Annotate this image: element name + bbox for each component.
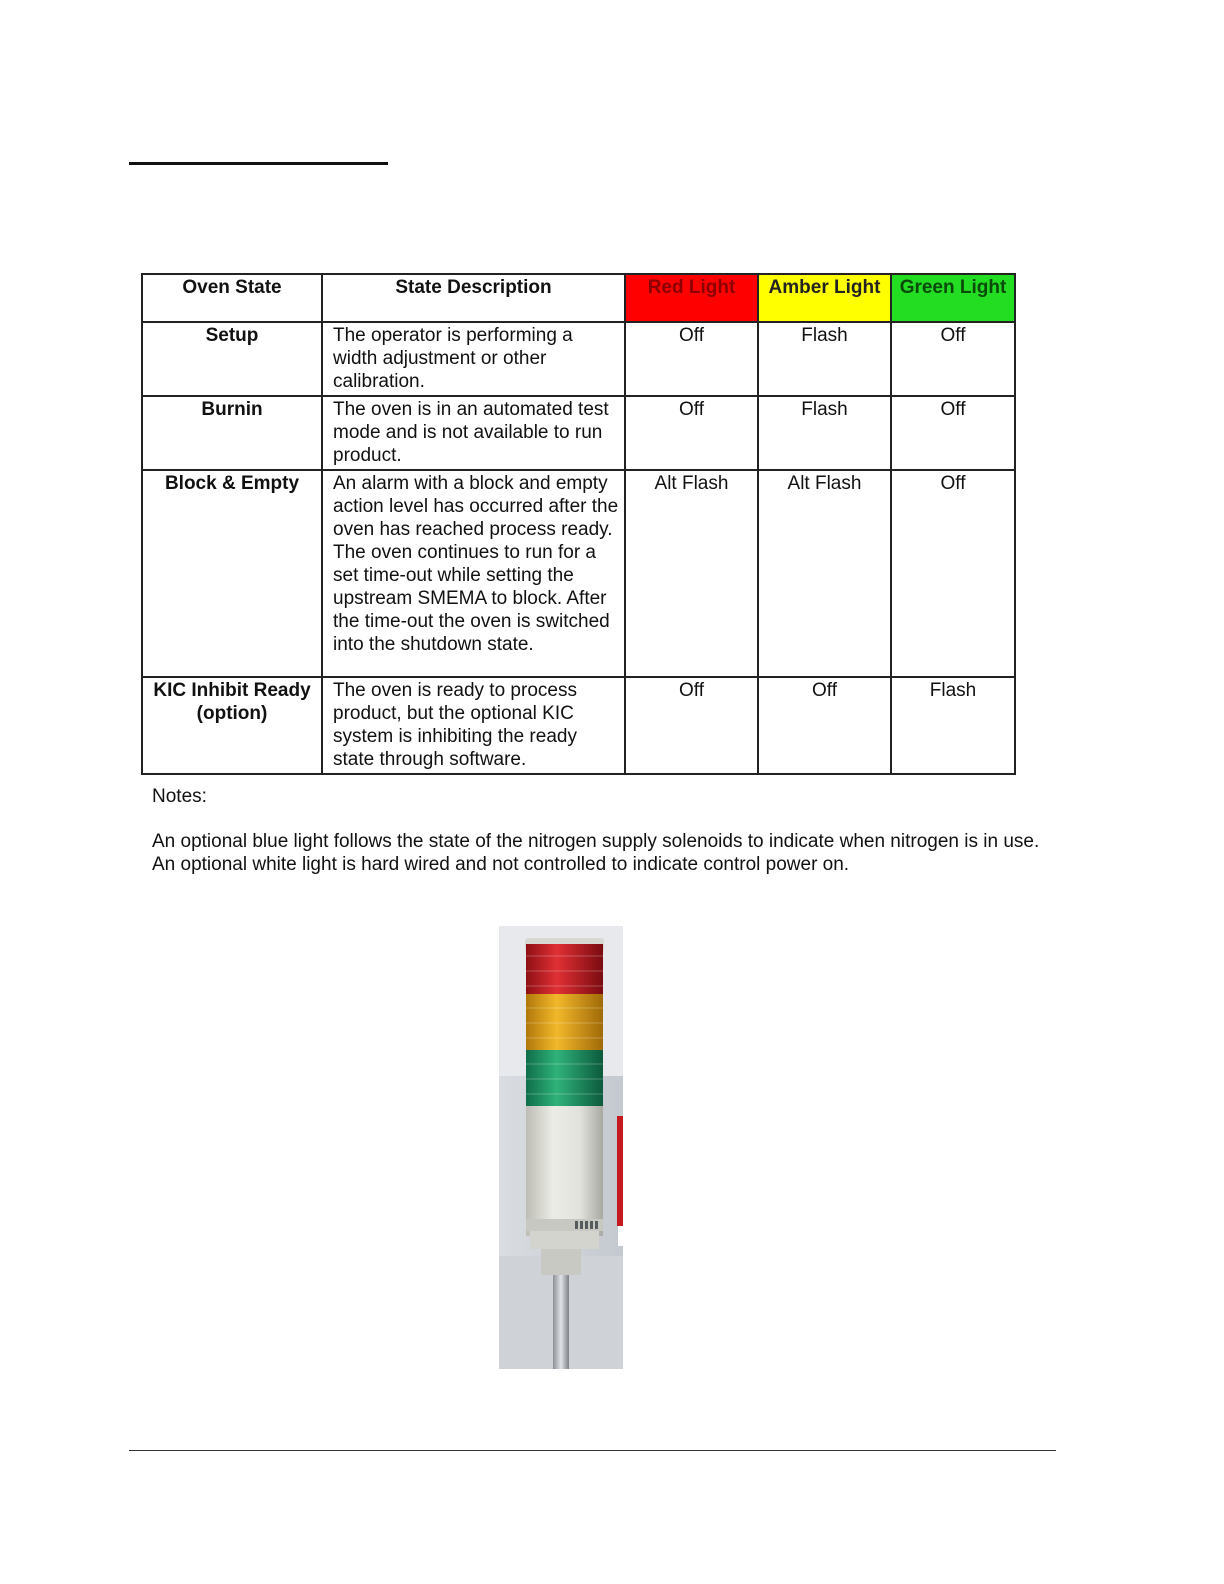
row-description: The operator is performing a width adjustment or other calibration.: [322, 322, 625, 396]
row-state: Block & Empty: [142, 470, 322, 677]
header-oven-state: Oven State: [142, 274, 322, 322]
header-green-light: Green Light: [891, 274, 1015, 322]
row-state: Setup: [142, 322, 322, 396]
row-green-value: Flash: [891, 677, 1015, 774]
footer-rule: [129, 1450, 1056, 1451]
row-red-value: Off: [625, 322, 758, 396]
table-row: [142, 396, 1015, 470]
note-blue-light: An optional blue light follows the state of the nitrogen supply solenoids to indicate when nitrogen is in use.: [152, 831, 1040, 852]
row-green-value: Off: [891, 470, 1015, 677]
notes-section: [152, 785, 1112, 876]
light-state-table: [141, 273, 1016, 775]
row-description: The oven is ready to process product, but the optional KIC system is inhibiting the ready state through software.: [322, 677, 625, 774]
row-state: KIC Inhibit Ready (option): [142, 677, 322, 774]
row-amber-value: Flash: [758, 322, 891, 396]
notes-title: Notes:: [152, 786, 207, 807]
row-green-value: Off: [891, 322, 1015, 396]
row-amber-value: Flash: [758, 396, 891, 470]
table-header-row: [142, 274, 1015, 322]
row-description: An alarm with a block and empty action level has occurred after the oven has reached process ready. The oven continues to run for a set time-out while setting the upstream SMEMA to block. After the time-out the oven is switched into the shutdown state.: [322, 470, 625, 677]
light-tower-photo: [499, 926, 623, 1369]
row-red-value: Off: [625, 396, 758, 470]
table-row: [142, 322, 1015, 396]
header-rule: [129, 162, 388, 165]
table-row: [142, 677, 1015, 774]
row-red-value: Off: [625, 677, 758, 774]
row-red-value: Alt Flash: [625, 470, 758, 677]
row-amber-value: Alt Flash: [758, 470, 891, 677]
row-amber-value: Off: [758, 677, 891, 774]
table-row: [142, 470, 1015, 677]
header-state-description: State Description: [322, 274, 625, 322]
row-green-value: Off: [891, 396, 1015, 470]
header-amber-light: Amber Light: [758, 274, 891, 322]
row-description: The oven is in an automated test mode and is not available to run product.: [322, 396, 625, 470]
note-white-light: An optional white light is hard wired and not controlled to indicate control power on.: [152, 854, 850, 875]
header-red-light: Red Light: [625, 274, 758, 322]
row-state: Burnin: [142, 396, 322, 470]
